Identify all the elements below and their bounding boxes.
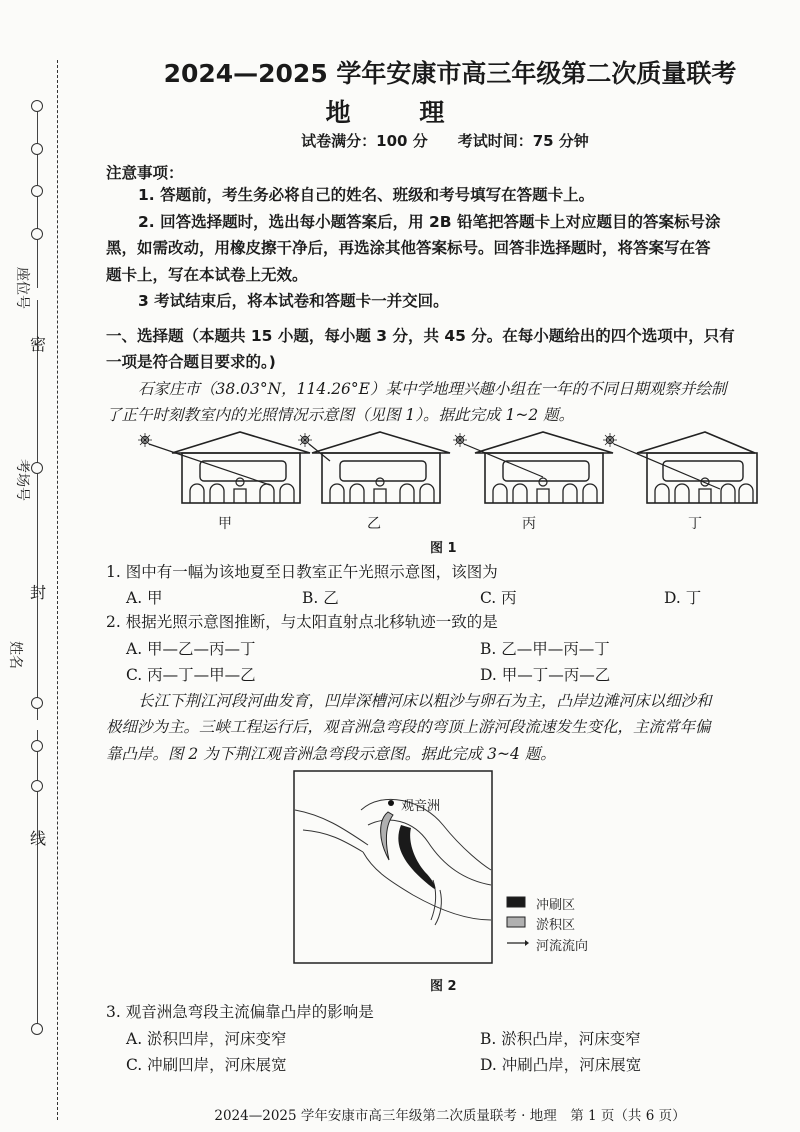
q3-option-d[interactable]: D. 冲刷凸岸，河床展宽 — [480, 1056, 642, 1074]
q1-option-b[interactable]: B. 乙 — [302, 589, 339, 607]
figure-1-caption: 图 1 — [430, 541, 457, 556]
q2-option-a[interactable]: A. 甲—乙—丙—丁 — [126, 640, 256, 658]
notice-item: 1. 答题前，考生务必将自己的姓名、班级和考号填写在答题卡上。 — [138, 186, 595, 204]
exam-meta: 试卷满分：100 分 考试时间：75 分钟 — [301, 132, 589, 150]
section-heading-cont: 一项是符合题目要求的。) — [106, 353, 276, 371]
question-3-stem: 3. 观音洲急弯段主流偏靠凸岸的影响是 — [106, 1003, 374, 1021]
margin-hole — [31, 185, 43, 197]
figure-2-map — [293, 770, 493, 964]
margin-hole — [31, 697, 43, 709]
exam-room-label: 考场号 — [14, 459, 30, 501]
q1-option-d[interactable]: D. 丁 — [664, 589, 702, 607]
classroom-yi — [298, 432, 450, 503]
notice-item: 2. 回答选择题时，选出每小题答案后，用 2B 铅笔把答题卡上对应题目的答案标号涂 — [138, 213, 721, 231]
legend-flow: 河流流向 — [536, 939, 589, 954]
figure-1-diagram — [130, 425, 770, 515]
panel-label-ding: 丁 — [688, 516, 702, 532]
q2-option-d[interactable]: D. 甲—丁—丙—乙 — [480, 666, 611, 684]
q3-option-a[interactable]: A. 淤积凹岸，河床变窄 — [126, 1030, 287, 1048]
margin-hole — [31, 740, 43, 752]
seal-dashed-line — [57, 60, 58, 1120]
question-2-stem: 2. 根据光照示意图推断，与太阳直射点北移轨迹一致的是 — [106, 613, 498, 631]
passage-text: 长江下荆江河段河曲发育，凹岸深槽河床以粗沙与卵石为主，凸岸边滩河床以细沙和 — [138, 692, 712, 710]
q1-option-c[interactable]: C. 丙 — [480, 589, 517, 607]
q1-option-a[interactable]: A. 甲 — [126, 589, 163, 607]
margin-rule — [37, 730, 38, 1030]
figure-2-caption: 图 2 — [430, 979, 457, 994]
seat-number-label: 座位号 — [14, 267, 30, 309]
notice-heading: 注意事项： — [106, 164, 184, 182]
notice-item: 题卡上，写在本试卷上无效。 — [106, 266, 308, 284]
passage-text: 靠凸岸。图 2 为下荆江观音洲急弯段示意图。据此完成 3~4 题。 — [106, 745, 556, 763]
notice-item: 黑，如需改动，用橡皮擦干净后，再选涂其他答案标号。回答非选择题时，将答案写在答 — [106, 239, 711, 257]
page-footer: 2024—2025 学年安康市高三年级第二次质量联考 · 地理 第 1 页（共 6 页） — [214, 1108, 686, 1124]
seal-char-mi: 密 — [30, 335, 47, 354]
q2-option-c[interactable]: C. 丙—丁—甲—乙 — [126, 666, 256, 684]
margin-hole — [31, 780, 43, 792]
panel-label-jia: 甲 — [218, 516, 232, 532]
figure-2-legend-swatches — [505, 895, 529, 955]
legend-erosion: 冲刷区 — [536, 898, 576, 913]
section-heading: 一、选择题（本题共 15 小题，每小题 3 分，共 45 分。在每小题给出的四个选项中，只有 — [106, 327, 735, 345]
legend-deposition: 淤积区 — [536, 918, 576, 933]
panel-label-yi: 乙 — [367, 516, 381, 532]
question-1-stem: 1. 图中有一幅为该地夏至日教室正午光照示意图，该图为 — [106, 563, 498, 581]
notice-item: 3 考试结束后，将本试卷和答题卡一并交回。 — [138, 292, 449, 310]
margin-hole — [31, 1023, 43, 1035]
q2-option-b[interactable]: B. 乙—甲—丙—丁 — [480, 640, 610, 658]
classroom-bing — [453, 432, 613, 503]
seal-char-xian: 线 — [30, 829, 47, 848]
classroom-ding — [603, 432, 757, 503]
q3-option-c[interactable]: C. 冲刷凹岸，河床展宽 — [126, 1056, 287, 1074]
panel-label-bing: 丙 — [522, 516, 536, 532]
guanyinzhou-marker — [388, 800, 394, 806]
place-label: 观音洲 — [401, 799, 441, 814]
passage-text: 极细沙为主。三峡工程运行后，观音洲急弯段的弯顶上游河段流速发生变化，主流常年偏 — [106, 718, 711, 736]
subject-title: 地 理 — [325, 98, 475, 127]
seal-char-feng: 封 — [30, 583, 47, 602]
passage-text: 了正午时刻教室内的光照情况示意图（见图 1）。据此完成 1~2 题。 — [106, 406, 575, 424]
q3-option-b[interactable]: B. 淤积凸岸，河床变窄 — [480, 1030, 641, 1048]
passage-text: 石家庄市（38.03°N，114.26°E）某中学地理兴趣小组在一年的不同日期观察并绘制 — [138, 380, 727, 398]
margin-rule — [37, 300, 38, 720]
margin-hole — [31, 228, 43, 240]
classroom-jia — [138, 432, 310, 503]
exam-title: 2024—2025 学年安康市高三年级第二次质量联考 — [163, 59, 737, 88]
name-label: 姓名 — [7, 641, 23, 669]
